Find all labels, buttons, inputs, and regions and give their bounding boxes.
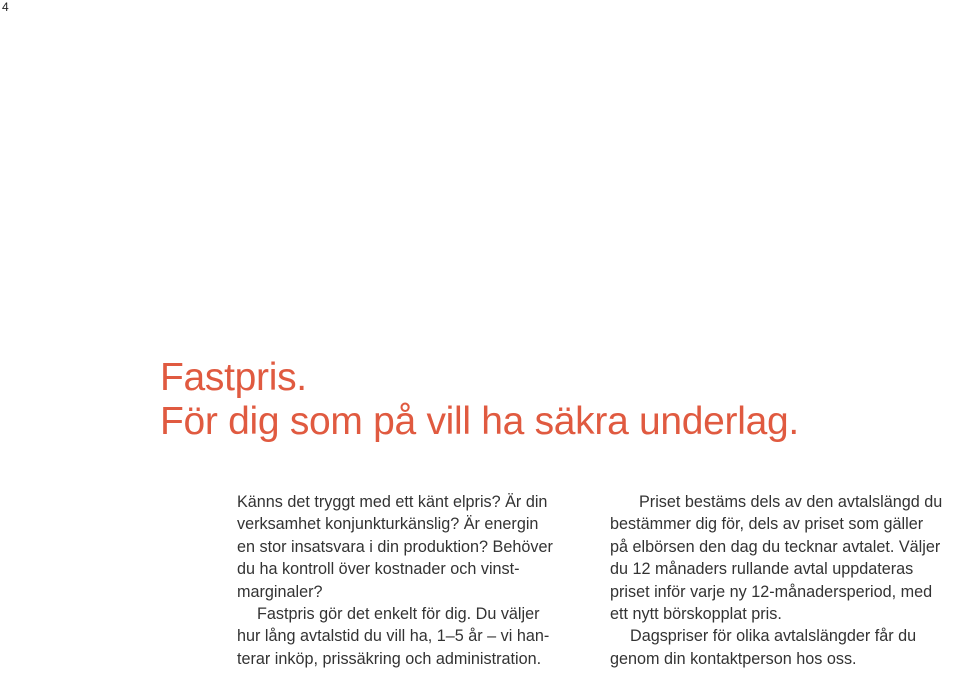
headline-line-2: För dig som på vill ha säkra underlag. <box>160 400 799 443</box>
headline <box>160 356 799 444</box>
headline-line-1: Fastpris. <box>160 356 307 399</box>
left-paragraph-1 <box>237 491 577 603</box>
right-text-column <box>610 491 955 670</box>
text-line: en stor insatsvara i din produktion? Behöver <box>237 537 553 556</box>
text-line: ett nytt börskopplat pris. <box>610 605 782 624</box>
right-paragraph-1 <box>610 491 955 625</box>
text-line: Priset bestäms dels av den avtalslängd du <box>639 493 943 511</box>
text-line: marginaler? <box>237 582 323 601</box>
text-line: på elbörsen den dag du tecknar avtalet. Väljer <box>610 537 941 556</box>
page-number: 4 <box>2 0 9 14</box>
left-paragraph-2 <box>237 603 577 670</box>
text-line: du ha kontroll över kostnader och vinst- <box>237 560 520 579</box>
right-paragraph-2 <box>610 625 955 670</box>
text-line: du 12 månaders rullande avtal uppdateras <box>610 560 914 579</box>
text-line: terar inköp, prissäkring och administration. <box>237 649 542 668</box>
text-line: verksamhet konjunkturkänslig? Är energin <box>237 515 539 534</box>
left-text-column <box>237 491 577 670</box>
text-line: genom din kontaktperson hos oss. <box>610 649 857 668</box>
text-line: hur lång avtalstid du vill ha, 1–5 år – vi han- <box>237 627 550 646</box>
text-line: bestämmer dig för, dels av priset som gäller <box>610 515 924 534</box>
text-line: priset inför varje ny 12-månadersperiod, med <box>610 582 933 601</box>
text-line: Känns det tryggt med ett känt elpris? Är din <box>237 493 548 511</box>
text-line: Fastpris gör det enkelt för dig. Du väljer <box>257 605 540 624</box>
text-line: Dagspriser för olika avtalslängder får du <box>630 627 917 646</box>
